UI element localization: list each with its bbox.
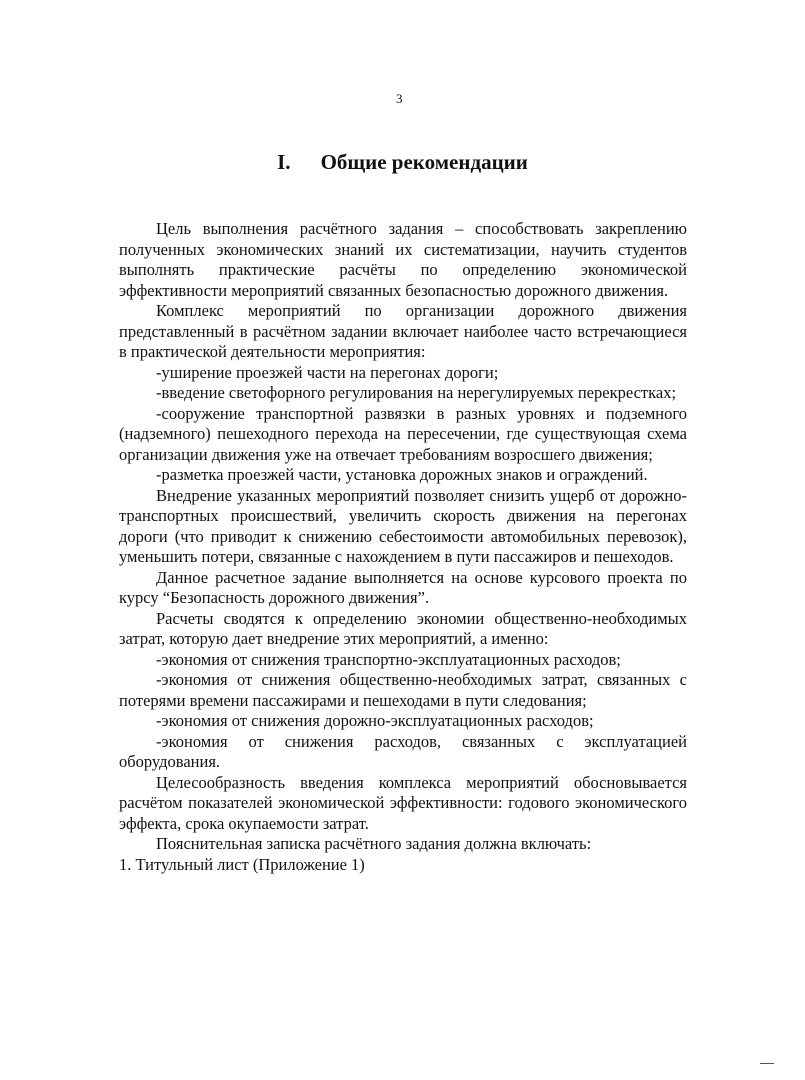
scan-mark <box>760 1063 774 1064</box>
paragraph-measures-intro: Комплекс мероприятий по организации дорожного движения представленный в расчётном задании включает наиболее часто встречающиеся в практической деятельности мероприятия: <box>119 301 687 361</box>
measure-item: -введение светофорного регулирования на нерегулируемых перекрестках; <box>156 383 677 402</box>
measure-item: -разметка проезжей части, установка дорожных знаков и ограждений. <box>156 465 648 484</box>
page-number: 3 <box>396 91 403 106</box>
paragraph-note-contents: Пояснительная записка расчётного задания должна включать: <box>156 834 592 853</box>
measure-item: -сооружение транспортной развязки в разных уровнях и подземного (надземного) пешеходного перехода на пересечении, где существующая схема организации движения уже на отвечает требованиям возросшего движения; <box>119 403 687 464</box>
savings-item: -экономия от снижения транспортно-эксплуатационных расходов; <box>156 649 621 669</box>
paragraph-basis: Данное расчетное задание выполняется на основе курсового проекта по курсу “Безопасность дорожного движения”. <box>119 567 687 607</box>
savings-item: -экономия от снижения общественно-необходимых затрат, связанных с потерями времени пассажирами и пешеходами в пути следования; <box>119 670 687 710</box>
document-body <box>119 219 687 875</box>
paragraph-purpose: Цель выполнения расчётного задания – способствовать закреплению полученных экономических знаний их систематизации, научить студентов выполнять практические расчёты по определению экономической эффективности мероприятий связанных безопасностью дорожного движения. <box>119 219 687 300</box>
measure-item: -уширение проезжей части на перегонах дороги; <box>156 362 499 382</box>
section-title: Общие рекомендации <box>320 150 528 174</box>
savings-item: -экономия от снижения расходов, связанных с эксплуатацией оборудования. <box>119 731 687 771</box>
paragraph-benefits: Внедрение указанных мероприятий позволяет снизить ущерб от дорожно-транспортных происшествий, увеличить скорость движения на перегонах дороги (что приводит к снижению себестоимости автомобильных перевозок), уменьшить потери, связанные с нахождением в пути пассажиров и пешеходов. <box>119 485 687 566</box>
paragraph-calculations: Расчеты сводятся к определению экономии общественно-необходимых затрат, которую дает внедрение этих мероприятий, а именно: <box>119 608 687 648</box>
section-heading <box>0 150 805 175</box>
contents-list-item: 1. Титульный лист (Приложение 1) <box>119 854 365 874</box>
paragraph-feasibility: Целесообразность введения комплекса мероприятий обосновывается расчётом показателей экономической эффективности: годового экономического эффекта, срока окупаемости затрат. <box>119 772 687 833</box>
section-number: I. <box>277 150 291 174</box>
savings-item: -экономия от снижения дорожно-эксплуатационных расходов; <box>156 711 594 730</box>
